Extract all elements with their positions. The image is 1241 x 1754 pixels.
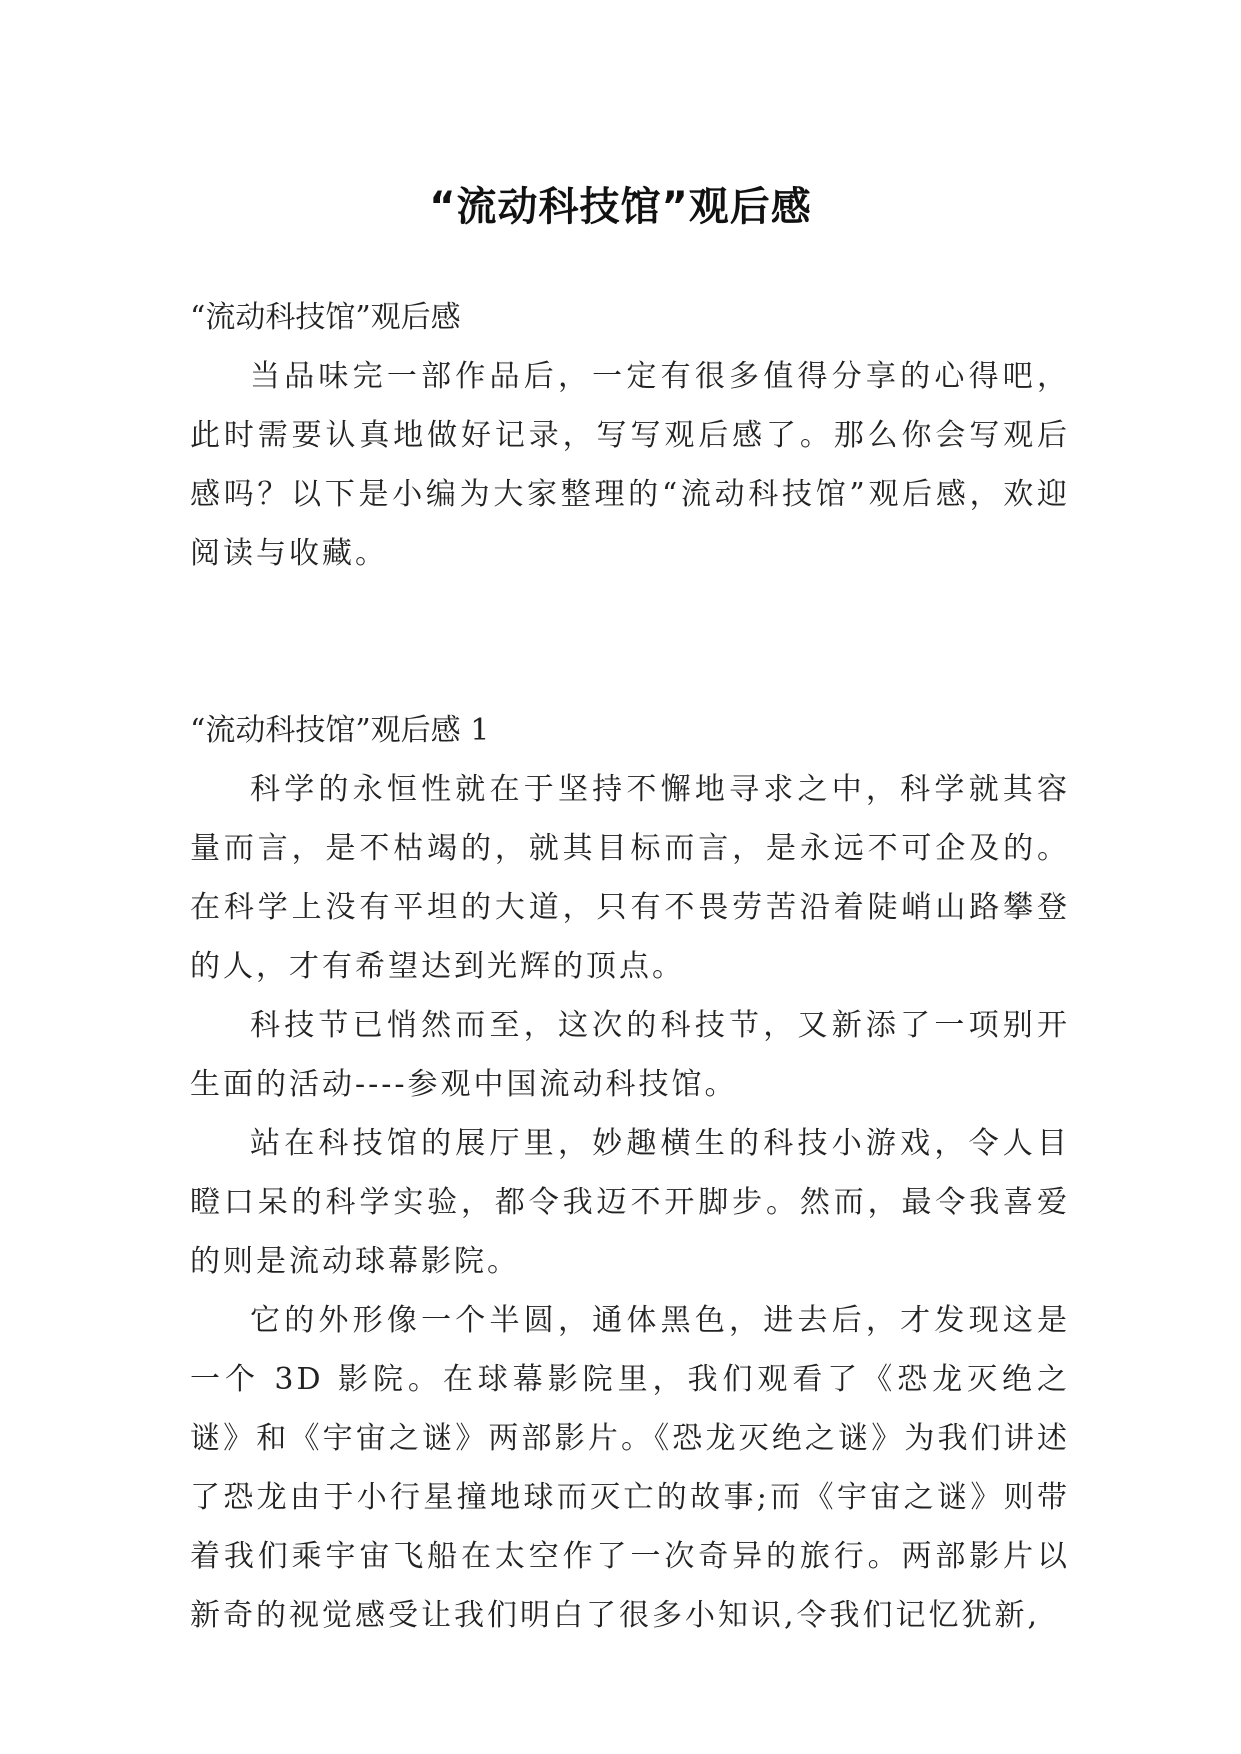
section-1-paragraph-1: 科学的永恒性就在于坚持不懈地寻求之中，科学就其容量而言，是不枯竭的，就其目标而言，是永远不可企及的。在科学上没有平坦的大道，只有不畏劳苦沿着陡峭山路攀登的人，才有希望达到光辉的顶点。 bbox=[190, 772, 1070, 984]
section-1-paragraph-4: 它的外形像一个半圆，通体黑色，进去后，才发现这是一个 3D 影院。在球幕影院里，我们观看了《恐龙灭绝之谜》和《宇宙之谜》两部影片。《恐龙灭绝之谜》为我们讲述了恐龙由于小行星撞地球而灭亡的故事;而《宇宙之谜》则带着我们乘宇宙飞船在太空作了一次奇异的旅行。两部影片以新奇的视觉感受让我们明白了很多小知识,令我们记忆犹新, bbox=[190, 1303, 1070, 1633]
document-body bbox=[190, 288, 1070, 1645]
section-1-paragraph-2: 科技节已悄然而至，这次的科技节，又新添了一项别开生面的活动----参观中国流动科技馆。 bbox=[190, 1008, 1070, 1102]
section-1-paragraph-3: 站在科技馆的展厅里，妙趣横生的科技小游戏，令人目瞪口呆的科学实验，都令我迈不开脚步。然而，最令我喜爱的则是流动球幕影院。 bbox=[190, 1126, 1070, 1279]
intro-paragraph: 当品味完一部作品后，一定有很多值得分享的心得吧，此时需要认真地做好记录，写写观后感了。那么你会写观后感吗？以下是小编为大家整理的“流动科技馆”观后感，欢迎阅读与收藏。 bbox=[190, 359, 1070, 571]
section-spacer bbox=[190, 583, 1070, 701]
section-1-heading: “流动科技馆”观后感 1 bbox=[190, 713, 490, 748]
intro-heading: “流动科技馆”观后感 bbox=[190, 300, 461, 335]
document-title: “流动科技馆”观后感 bbox=[429, 183, 812, 230]
